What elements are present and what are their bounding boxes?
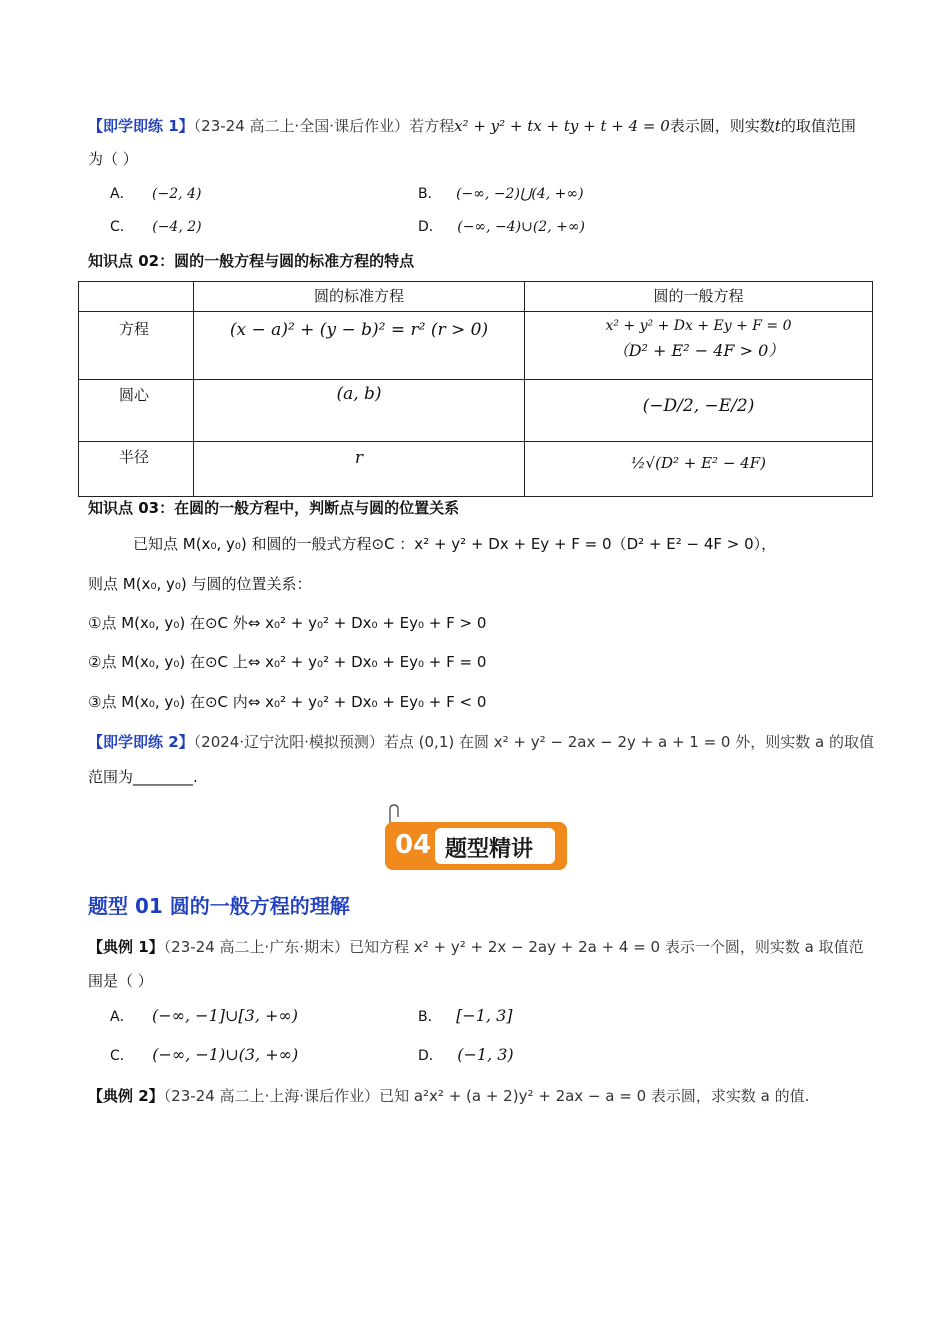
option-key: C． xyxy=(110,219,134,235)
gen-condition: （D² + E² − 4F > 0） xyxy=(612,341,785,360)
practice1-option-b[interactable] xyxy=(418,183,584,203)
gen-equation-cell xyxy=(525,312,873,380)
comparison-table xyxy=(78,281,873,497)
example1-option-d[interactable] xyxy=(418,1045,514,1065)
example2-text: （23-24 高二上·上海·课后作业）已知 a²x² + (a + 2)y² + 2ax − a = 0 表示圆，求实数 a 的值. xyxy=(163,1087,810,1105)
center-std: (a, b) xyxy=(194,380,525,442)
practice1-source: （23-24 高二上·全国·课后作业）若方程 xyxy=(193,117,455,135)
table-header-cell: 圆的标准方程 xyxy=(194,282,525,312)
row-label: 半径 xyxy=(79,442,194,497)
example2-tag: 【典例 2】 xyxy=(88,1087,164,1105)
practice2-line2: 范围为________. xyxy=(88,768,198,786)
section-banner xyxy=(385,822,567,870)
practice1-option-a[interactable] xyxy=(110,183,201,203)
kp03-case-outside: ①点 M(x₀, y₀) 在⊙C 外⇔ x₀² + y₀² + Dx₀ + Ey₀ + F > 0 xyxy=(88,614,487,632)
option-key: A． xyxy=(110,186,134,202)
practice1-tail: 表示圆，则实数 xyxy=(669,117,775,135)
practice1-equation: x² + y² + tx + ty + t + 4 = 0 xyxy=(454,117,670,135)
kp03-heading: 知识点 03：在圆的一般方程中，判断点与圆的位置关系 xyxy=(88,499,460,517)
practice1-tag: 【即学即练 1】 xyxy=(88,117,194,135)
std-equation: (x − a)² + (y − b)² = r² (r > 0) xyxy=(194,312,525,380)
practice2-text: （2024·辽宁沈阳·模拟预测）若点 (0,1) 在圆 x² + y² − 2ax − 2y + a + 1 = 0 外，则实数 a 的取值 xyxy=(193,733,874,751)
option-key: B． xyxy=(418,1009,442,1025)
example1-line2: 围是（ ） xyxy=(88,972,153,990)
option-key: D． xyxy=(418,1048,443,1064)
practice2-tag: 【即学即练 2】 xyxy=(88,733,194,751)
example1-option-c[interactable] xyxy=(110,1045,298,1065)
table-header-cell xyxy=(79,282,194,312)
option-value: (−1, 3) xyxy=(457,1045,514,1064)
option-value: (−4, 2) xyxy=(152,219,202,235)
kp03-case-on: ②点 M(x₀, y₀) 在⊙C 上⇔ x₀² + y₀² + Dx₀ + Ey₀ + F = 0 xyxy=(88,653,487,671)
practice1-option-c[interactable] xyxy=(110,216,202,236)
example1-tag: 【典例 1】 xyxy=(88,938,164,956)
banner-number: 04 xyxy=(395,830,432,860)
option-value: (−∞, −1)∪(3, +∞) xyxy=(152,1045,299,1064)
option-key: C． xyxy=(110,1048,134,1064)
example1-option-b[interactable] xyxy=(418,1006,512,1026)
radius-std: r xyxy=(194,442,525,497)
practice1-line1 xyxy=(88,115,856,137)
option-value: (−∞, −1]∪[3, +∞) xyxy=(152,1006,298,1025)
banner-title: 题型精讲 xyxy=(445,837,534,862)
option-key: A． xyxy=(110,1009,134,1025)
option-value: (−∞, −2)⋃(4, +∞) xyxy=(456,186,584,202)
option-value: (−2, 4) xyxy=(152,186,202,202)
row-label: 方程 xyxy=(79,312,194,380)
table-row xyxy=(79,380,873,442)
example1-line1 xyxy=(88,936,864,958)
section-title: 题型 01 圆的一般方程的理解 xyxy=(88,894,350,918)
practice1-tail2: 的取值范围 xyxy=(780,117,856,135)
example1-option-a[interactable] xyxy=(110,1006,298,1026)
table-row xyxy=(79,312,873,380)
center-gen: (−D/2, −E/2) xyxy=(525,380,873,442)
kp03-intro-line2: 则点 M(x₀, y₀) 与圆的位置关系： xyxy=(88,575,312,593)
gen-equation: x² + y² + Dx + Ey + F = 0 xyxy=(605,318,792,334)
practice1-var: t xyxy=(774,117,781,135)
kp02-heading: 知识点 02：圆的一般方程与圆的标准方程的特点 xyxy=(88,252,415,270)
table-header-row xyxy=(79,282,873,312)
table-row xyxy=(79,442,873,497)
row-label: 圆心 xyxy=(79,380,194,442)
practice2-line1 xyxy=(88,731,874,753)
option-value: [−1, 3] xyxy=(456,1006,513,1025)
radius-gen: ½√(D² + E² − 4F) xyxy=(525,442,873,497)
example2-line1 xyxy=(88,1085,809,1107)
practice1-line2: 为（ ） xyxy=(88,150,138,168)
option-key: B． xyxy=(418,186,442,202)
example1-text: （23-24 高二上·广东·期末）已知方程 x² + y² + 2x − 2ay + 2a + 4 = 0 表示一个圆，则实数 a 取值范 xyxy=(163,938,864,956)
option-value: (−∞, −4)∪(2, +∞) xyxy=(457,219,585,235)
practice1-option-d[interactable] xyxy=(418,216,585,236)
table-header-cell: 圆的一般方程 xyxy=(525,282,873,312)
kp03-intro-line1: 已知点 M(x₀, y₀) 和圆的一般式方程⊙C ：x² + y² + Dx + Ey + F = 0（D² + E² − 4F > 0）， xyxy=(133,535,777,553)
kp03-case-inside: ③点 M(x₀, y₀) 在⊙C 内⇔ x₀² + y₀² + Dx₀ + Ey₀ + F < 0 xyxy=(88,693,487,711)
option-key: D． xyxy=(418,219,443,235)
